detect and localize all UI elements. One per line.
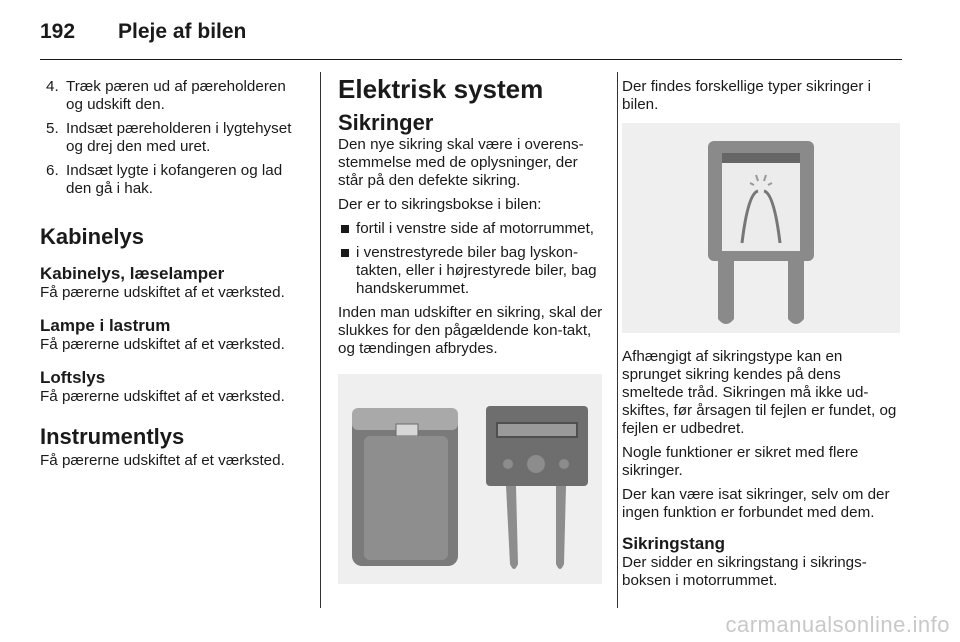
step-item (40, 162, 306, 198)
step-number: 4. (46, 78, 59, 95)
loftslys-heading: Loftslys (40, 368, 106, 387)
fuse-types-illustration (338, 374, 602, 584)
fuse-window (722, 163, 800, 251)
maxi-fuse-dot-center (527, 455, 545, 473)
step-item (40, 78, 306, 114)
step-text: Træk pæren ud af pæreholderen og udskift den. (66, 78, 286, 113)
fusebox-list (338, 220, 604, 298)
maxi-fuse-right (486, 406, 588, 569)
maxi-fuse-dot-left (503, 459, 513, 469)
column-left (40, 78, 306, 476)
list-item (338, 244, 604, 298)
column-divider-left (320, 72, 321, 608)
column-right-lower (622, 348, 904, 596)
lampe-lastrum-heading: Lampe i lastrum (40, 316, 171, 335)
step-number: 5. (46, 120, 59, 137)
header-rule (40, 59, 902, 60)
elektrisk-system-title: Elektrisk system (338, 74, 544, 104)
page-title: Pleje af bilen (118, 20, 247, 43)
step-item (40, 120, 306, 156)
instrumentlys-text: Få pærerne udskiftet af et værksted. (40, 452, 285, 469)
fuse-types-figure (338, 374, 602, 584)
lampe-lastrum-text: Få pærerne udskiftet af et værksted. (40, 336, 285, 353)
column-middle (338, 74, 604, 364)
maxi-fuse-dot-right (559, 459, 569, 469)
kabinelys-heading: Kabinelys (40, 224, 144, 249)
kabinelys-laeselamper-heading: Kabinelys, læselamper (40, 264, 225, 283)
spare-fuses-paragraph: Der kan være isat sikringer, selv om der ingen funktion er forbundet med dem. (622, 486, 890, 521)
maxi-fuse-window-inner (498, 424, 576, 436)
sikringer-heading: Sikringer (338, 110, 434, 135)
multiple-fuses-paragraph: Nogle funktioner er sikret med flere sikringer. (622, 444, 859, 479)
page-number: 192 (40, 20, 76, 43)
sikringstang-text: Der sidder en sikringstang i sikrings-boksen i motorrummet. (622, 554, 867, 589)
watermark: carmanualsonline.info (725, 612, 950, 637)
maxi-fuse-body (486, 406, 588, 486)
step-text: Indsæt lygte i kofangeren og lad den gå i hak. (66, 162, 283, 197)
fuse-blade-right (788, 261, 804, 324)
kabinelys-laeselamper-text: Få pærerne udskiftet af et værksted. (40, 284, 285, 301)
fuse-top-bar (722, 153, 800, 163)
sikringer-paragraph-1: Den nye sikring skal være i overens-stemmelse med de oplysninger, der står på den defekte sikring. (338, 136, 584, 189)
blown-fuse-illustration (622, 123, 900, 333)
step-text: Indsæt pæreholderen i lygtehyset og drej den med uret. (66, 120, 292, 155)
step-list (40, 78, 306, 198)
mini-fuse-face (364, 436, 448, 560)
sikringstang-heading: Sikringstang (622, 534, 725, 553)
column-divider-right (617, 72, 618, 608)
fuse-types-paragraph: Der findes forskellige typer sikringer i bilen. (622, 78, 871, 113)
instrumentlys-heading: Instrumentlys (40, 424, 185, 449)
blown-fuse-figure (622, 123, 900, 333)
blown-fuse-paragraph: Afhængigt af sikringstype kan en sprunget sikring kendes på dens smeltede tråd. Sikringen må ikke ud-skiftes, før årsagen til fejlen er fundet, og fejlen er udbedret. (622, 348, 897, 437)
sikringer-paragraph-2: Der er to sikringsbokse i bilen: (338, 196, 542, 213)
list-item-text: i venstrestyrede biler bag lyskon-takten, eller i højrestyrede biler, bag handskerummet. (356, 244, 597, 297)
list-item-text: fortil i venstre side af motorrummet, (356, 220, 595, 237)
fuse-blade-left (718, 261, 734, 324)
bullet-square-icon (341, 249, 349, 257)
page-header (40, 18, 902, 60)
step-number: 6. (46, 162, 59, 179)
column-right (622, 78, 904, 120)
list-item (338, 220, 604, 238)
bullet-square-icon (341, 225, 349, 233)
loftslys-text: Få pærerne udskiftet af et værksted. (40, 388, 285, 405)
mini-fuse-window (396, 424, 418, 436)
sikringer-paragraph-3: Inden man udskifter en sikring, skal der slukkes for den pågældende kon-takt, og tændingen afbrydes. (338, 304, 603, 357)
mini-fuse-left (352, 408, 458, 566)
maxi-fuse-blade-left (506, 486, 518, 569)
maxi-fuse-blade-right (556, 486, 566, 569)
